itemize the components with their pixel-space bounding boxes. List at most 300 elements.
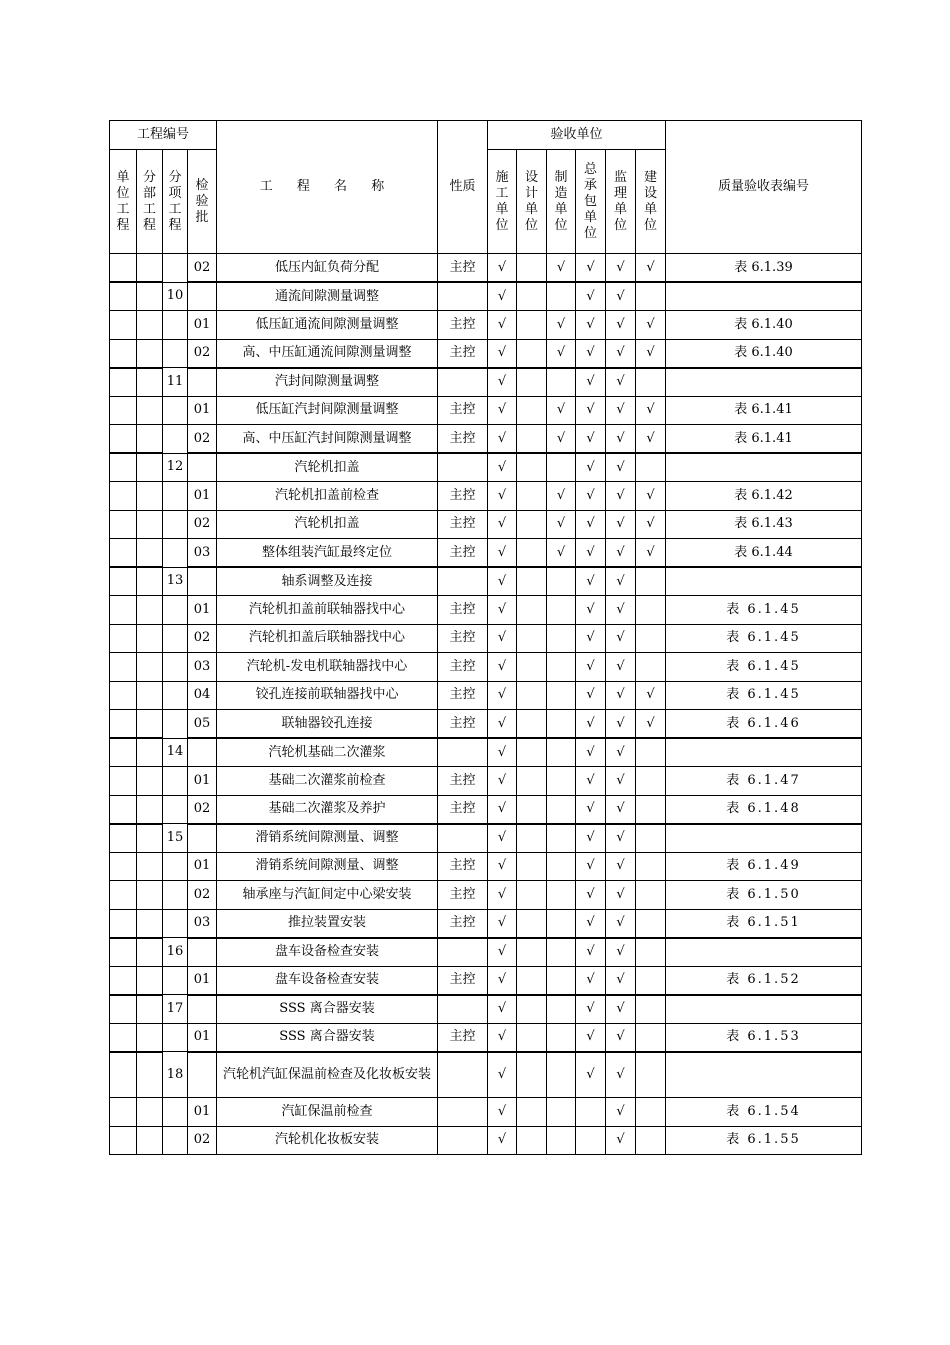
supervision-check: √ <box>606 824 636 853</box>
division-cell <box>137 539 163 568</box>
project-name-cell: 汽轮机扣盖前联轴器找中心 <box>217 596 438 625</box>
division-cell <box>137 311 163 340</box>
general-contractor-check: √ <box>576 938 606 967</box>
table-row <box>110 368 862 397</box>
supervision-check: √ <box>606 909 636 938</box>
form-number-cell: 表 6.1.40 <box>666 339 862 368</box>
inspection-lot-number: 03 <box>188 539 217 568</box>
manufacturing-check <box>547 767 576 796</box>
inspection-lot-number: 01 <box>188 767 217 796</box>
inspection-lot-number: 02 <box>188 795 217 824</box>
manufacturing-check <box>547 738 576 767</box>
sub-item-number <box>163 966 188 995</box>
sub-item-number <box>163 653 188 682</box>
inspection-lot-number: 04 <box>188 681 217 710</box>
acceptance-table <box>109 120 862 1155</box>
owner-check <box>636 368 666 397</box>
form-number-cell: 表 6.1.52 <box>666 966 862 995</box>
division-cell <box>137 938 163 967</box>
inspection-lot-number <box>188 738 217 767</box>
manufacturing-check: √ <box>547 510 576 539</box>
project-name-cell: 基础二次灌浆及养护 <box>217 795 438 824</box>
division-cell <box>137 596 163 625</box>
project-name-cell: 低压缸汽封间隙测量调整 <box>217 396 438 425</box>
design-check <box>517 824 547 853</box>
design-check <box>517 852 547 881</box>
design-check <box>517 653 547 682</box>
construction-check: √ <box>488 995 517 1024</box>
form-number-cell: 表 6.1.45 <box>666 624 862 653</box>
division-cell <box>137 738 163 767</box>
inspection-lot-number <box>188 453 217 482</box>
manufacturing-check: √ <box>547 482 576 511</box>
project-name-cell: 联轴器铰孔连接 <box>217 710 438 739</box>
supervision-check: √ <box>606 995 636 1024</box>
project-name-cell: SSS 离合器安装 <box>217 1023 438 1052</box>
nature-cell: 主控 <box>438 339 488 368</box>
division-cell <box>137 767 163 796</box>
nature-cell: 主控 <box>438 966 488 995</box>
project-name-cell: 汽轮机扣盖前检查 <box>217 482 438 511</box>
nature-cell: 主控 <box>438 624 488 653</box>
unit-cell <box>110 995 137 1024</box>
table-row <box>110 738 862 767</box>
sub-item-number <box>163 254 188 283</box>
table-row <box>110 995 862 1024</box>
table-row <box>110 795 862 824</box>
construction-check: √ <box>488 966 517 995</box>
general-contractor-check: √ <box>576 1052 606 1098</box>
manufacturing-check: √ <box>547 339 576 368</box>
owner-check: √ <box>636 710 666 739</box>
project-name-cell: 汽轮机-发电机联轴器找中心 <box>217 653 438 682</box>
sub-item-number <box>163 425 188 454</box>
form-number-cell: 表 6.1.45 <box>666 681 862 710</box>
division-cell <box>137 425 163 454</box>
supervision-check: √ <box>606 1023 636 1052</box>
manufacturing-check <box>547 938 576 967</box>
construction-check: √ <box>488 795 517 824</box>
form-number-cell <box>666 1052 862 1098</box>
nature-cell: 主控 <box>438 596 488 625</box>
form-number-cell: 表 6.1.43 <box>666 510 862 539</box>
form-number-cell: 表 6.1.40 <box>666 311 862 340</box>
nature-cell <box>438 1126 488 1155</box>
table-row <box>110 282 862 311</box>
owner-check <box>636 624 666 653</box>
owner-check <box>636 909 666 938</box>
sub-item-number <box>163 396 188 425</box>
nature-cell: 主控 <box>438 396 488 425</box>
inspection-lot-number <box>188 938 217 967</box>
project-name-cell: 汽轮机基础二次灌浆 <box>217 738 438 767</box>
form-number-cell: 表 6.1.42 <box>666 482 862 511</box>
unit-cell <box>110 767 137 796</box>
owner-check: √ <box>636 254 666 283</box>
owner-check: √ <box>636 311 666 340</box>
design-check <box>517 510 547 539</box>
table-row <box>110 1023 862 1052</box>
supervision-check: √ <box>606 311 636 340</box>
owner-check <box>636 1098 666 1127</box>
division-cell <box>137 282 163 311</box>
table-row <box>110 681 862 710</box>
supervision-check: √ <box>606 710 636 739</box>
owner-check: √ <box>636 425 666 454</box>
project-name-cell: 汽轮机化妆板安装 <box>217 1126 438 1155</box>
unit-cell <box>110 795 137 824</box>
manufacturing-check <box>547 368 576 397</box>
division-cell <box>137 653 163 682</box>
sub-item-number: 12 <box>163 453 188 482</box>
supervision-check: √ <box>606 653 636 682</box>
general-contractor-check: √ <box>576 339 606 368</box>
design-check <box>517 282 547 311</box>
construction-check: √ <box>488 311 517 340</box>
division-cell <box>137 453 163 482</box>
manufacturing-check <box>547 852 576 881</box>
form-number-cell: 表 6.1.44 <box>666 539 862 568</box>
general-contractor-check <box>576 1098 606 1127</box>
table-row <box>110 938 862 967</box>
form-number-cell: 表 6.1.41 <box>666 425 862 454</box>
form-number-cell: 表 6.1.50 <box>666 881 862 910</box>
construction-check: √ <box>488 624 517 653</box>
general-contractor-check: √ <box>576 254 606 283</box>
header-manufacturing-unit: 制 造 单 位 <box>547 150 576 254</box>
nature-cell: 主控 <box>438 425 488 454</box>
unit-cell <box>110 396 137 425</box>
unit-cell <box>110 567 137 596</box>
general-contractor-check: √ <box>576 909 606 938</box>
unit-cell <box>110 510 137 539</box>
project-name-cell: 低压缸通流间隙测量调整 <box>217 311 438 340</box>
owner-check <box>636 795 666 824</box>
supervision-check: √ <box>606 795 636 824</box>
inspection-lot-number <box>188 368 217 397</box>
owner-check <box>636 824 666 853</box>
nature-cell <box>438 1098 488 1127</box>
table-row <box>110 339 862 368</box>
unit-cell <box>110 1023 137 1052</box>
supervision-check: √ <box>606 453 636 482</box>
inspection-lot-number: 02 <box>188 425 217 454</box>
sub-item-number <box>163 767 188 796</box>
sub-item-number <box>163 1098 188 1127</box>
design-check <box>517 909 547 938</box>
construction-check: √ <box>488 653 517 682</box>
sub-item-number <box>163 881 188 910</box>
supervision-check: √ <box>606 1098 636 1127</box>
general-contractor-check: √ <box>576 881 606 910</box>
table-row <box>110 710 862 739</box>
nature-cell: 主控 <box>438 653 488 682</box>
manufacturing-check <box>547 824 576 853</box>
division-cell <box>137 1098 163 1127</box>
general-contractor-check: √ <box>576 710 606 739</box>
unit-cell <box>110 710 137 739</box>
project-name-cell: 汽轮机扣盖 <box>217 453 438 482</box>
form-number-cell: 表 6.1.53 <box>666 1023 862 1052</box>
header-engineering-number: 工程编号 <box>110 121 217 150</box>
owner-check: √ <box>636 339 666 368</box>
inspection-lot-number: 02 <box>188 881 217 910</box>
manufacturing-check <box>547 881 576 910</box>
general-contractor-check: √ <box>576 995 606 1024</box>
inspection-lot-number: 01 <box>188 852 217 881</box>
design-check <box>517 368 547 397</box>
general-contractor-check: √ <box>576 482 606 511</box>
construction-check: √ <box>488 539 517 568</box>
form-number-cell <box>666 368 862 397</box>
inspection-lot-number: 02 <box>188 1126 217 1155</box>
sub-item-number <box>163 339 188 368</box>
design-check <box>517 767 547 796</box>
inspection-lot-number: 01 <box>188 1098 217 1127</box>
form-number-cell: 表 6.1.54 <box>666 1098 862 1127</box>
construction-check: √ <box>488 909 517 938</box>
sub-item-number <box>163 710 188 739</box>
unit-cell <box>110 453 137 482</box>
sub-item-number: 13 <box>163 567 188 596</box>
design-check <box>517 624 547 653</box>
unit-cell <box>110 596 137 625</box>
owner-check <box>636 767 666 796</box>
manufacturing-check: √ <box>547 396 576 425</box>
project-name-cell: 汽轮机扣盖后联轴器找中心 <box>217 624 438 653</box>
sub-item-number: 17 <box>163 995 188 1024</box>
table-row <box>110 909 862 938</box>
sub-item-number <box>163 510 188 539</box>
owner-check <box>636 938 666 967</box>
form-number-cell: 表 6.1.46 <box>666 710 862 739</box>
design-check <box>517 254 547 283</box>
inspection-lot-number: 01 <box>188 482 217 511</box>
nature-cell <box>438 995 488 1024</box>
inspection-lot-number: 05 <box>188 710 217 739</box>
owner-check <box>636 995 666 1024</box>
project-name-cell: 汽缸保温前检查 <box>217 1098 438 1127</box>
table-row <box>110 396 862 425</box>
nature-cell: 主控 <box>438 881 488 910</box>
table-row <box>110 653 862 682</box>
supervision-check: √ <box>606 681 636 710</box>
construction-check: √ <box>488 681 517 710</box>
nature-cell <box>438 368 488 397</box>
design-check <box>517 396 547 425</box>
table-row <box>110 311 862 340</box>
table-row <box>110 425 862 454</box>
supervision-check: √ <box>606 852 636 881</box>
general-contractor-check: √ <box>576 425 606 454</box>
manufacturing-check <box>547 795 576 824</box>
supervision-check: √ <box>606 282 636 311</box>
division-cell <box>137 852 163 881</box>
owner-check: √ <box>636 510 666 539</box>
owner-check <box>636 567 666 596</box>
sub-item-number: 15 <box>163 824 188 853</box>
table-row <box>110 482 862 511</box>
form-number-cell <box>666 938 862 967</box>
construction-check: √ <box>488 852 517 881</box>
unit-cell <box>110 881 137 910</box>
header-sub-item: 分 项 工 程 <box>163 150 188 254</box>
nature-cell: 主控 <box>438 254 488 283</box>
project-name-cell: 轴承座与汽缸间定中心梁安装 <box>217 881 438 910</box>
construction-check: √ <box>488 767 517 796</box>
table-row <box>110 1052 862 1098</box>
nature-cell <box>438 938 488 967</box>
construction-check: √ <box>488 1098 517 1127</box>
form-number-cell: 表 6.1.51 <box>666 909 862 938</box>
construction-check: √ <box>488 282 517 311</box>
supervision-check: √ <box>606 254 636 283</box>
supervision-check: √ <box>606 881 636 910</box>
project-name-cell: 整体组装汽缸最终定位 <box>217 539 438 568</box>
header-general-contractor: 总 承 包 单 位 <box>576 150 606 254</box>
division-cell <box>137 368 163 397</box>
inspection-lot-number: 03 <box>188 909 217 938</box>
inspection-lot-number <box>188 995 217 1024</box>
project-name-cell: 盘车设备检查安装 <box>217 966 438 995</box>
manufacturing-check <box>547 710 576 739</box>
division-cell <box>137 881 163 910</box>
project-name-cell: 轴系调整及连接 <box>217 567 438 596</box>
sub-item-number: 11 <box>163 368 188 397</box>
design-check <box>517 596 547 625</box>
design-check <box>517 738 547 767</box>
manufacturing-check <box>547 653 576 682</box>
unit-cell <box>110 339 137 368</box>
nature-cell: 主控 <box>438 311 488 340</box>
general-contractor-check: √ <box>576 311 606 340</box>
general-contractor-check: √ <box>576 795 606 824</box>
manufacturing-check <box>547 909 576 938</box>
header-owner-unit: 建 设 单 位 <box>636 150 666 254</box>
table-row <box>110 1126 862 1155</box>
construction-check: √ <box>488 453 517 482</box>
construction-check: √ <box>488 510 517 539</box>
project-name-cell: 高、中压缸汽封间隙测量调整 <box>217 425 438 454</box>
sub-item-number <box>163 596 188 625</box>
nature-cell <box>438 738 488 767</box>
unit-cell <box>110 539 137 568</box>
inspection-lot-number: 01 <box>188 396 217 425</box>
design-check <box>517 453 547 482</box>
construction-check: √ <box>488 824 517 853</box>
design-check <box>517 311 547 340</box>
unit-cell <box>110 425 137 454</box>
form-number-cell <box>666 282 862 311</box>
construction-check: √ <box>488 567 517 596</box>
unit-cell <box>110 653 137 682</box>
general-contractor-check: √ <box>576 396 606 425</box>
project-name-cell: 推拉装置安装 <box>217 909 438 938</box>
supervision-check: √ <box>606 1126 636 1155</box>
form-number-cell: 表 6.1.39 <box>666 254 862 283</box>
manufacturing-check: √ <box>547 254 576 283</box>
table-row <box>110 767 862 796</box>
supervision-check: √ <box>606 396 636 425</box>
form-number-cell <box>666 995 862 1024</box>
owner-check <box>636 852 666 881</box>
sub-item-number: 14 <box>163 738 188 767</box>
unit-cell <box>110 852 137 881</box>
manufacturing-check <box>547 681 576 710</box>
division-cell <box>137 482 163 511</box>
header-design-unit: 设 计 单 位 <box>517 150 547 254</box>
division-cell <box>137 1023 163 1052</box>
division-cell <box>137 995 163 1024</box>
header-acceptance-units: 验收单位 <box>488 121 666 150</box>
project-name-cell: 滑销系统间隙测量、调整 <box>217 852 438 881</box>
division-cell <box>137 510 163 539</box>
manufacturing-check <box>547 1052 576 1098</box>
nature-cell: 主控 <box>438 710 488 739</box>
division-cell <box>137 909 163 938</box>
design-check <box>517 1098 547 1127</box>
manufacturing-check <box>547 1098 576 1127</box>
project-name-cell: SSS 离合器安装 <box>217 995 438 1024</box>
sub-item-number <box>163 795 188 824</box>
table-row <box>110 881 862 910</box>
inspection-lot-number: 01 <box>188 596 217 625</box>
construction-check: √ <box>488 1126 517 1155</box>
design-check <box>517 539 547 568</box>
supervision-check: √ <box>606 539 636 568</box>
division-cell <box>137 567 163 596</box>
nature-cell: 主控 <box>438 539 488 568</box>
design-check <box>517 339 547 368</box>
design-check <box>517 881 547 910</box>
general-contractor-check: √ <box>576 738 606 767</box>
sub-item-number <box>163 624 188 653</box>
sub-item-number: 18 <box>163 1052 188 1098</box>
construction-check: √ <box>488 425 517 454</box>
unit-cell <box>110 368 137 397</box>
design-check <box>517 567 547 596</box>
unit-cell <box>110 938 137 967</box>
nature-cell: 主控 <box>438 510 488 539</box>
division-cell <box>137 624 163 653</box>
inspection-lot-number <box>188 824 217 853</box>
owner-check <box>636 1126 666 1155</box>
manufacturing-check <box>547 282 576 311</box>
manufacturing-check: √ <box>547 539 576 568</box>
supervision-check: √ <box>606 738 636 767</box>
unit-cell <box>110 254 137 283</box>
manufacturing-check <box>547 567 576 596</box>
header-sub-division: 分 部 工 程 <box>137 150 163 254</box>
division-cell <box>137 795 163 824</box>
construction-check: √ <box>488 881 517 910</box>
construction-check: √ <box>488 368 517 397</box>
sub-item-number: 10 <box>163 282 188 311</box>
construction-check: √ <box>488 938 517 967</box>
table-row <box>110 624 862 653</box>
project-name-cell: 基础二次灌浆前检查 <box>217 767 438 796</box>
unit-cell <box>110 681 137 710</box>
owner-check <box>636 1023 666 1052</box>
division-cell <box>137 339 163 368</box>
inspection-lot-number <box>188 567 217 596</box>
inspection-lot-number: 01 <box>188 311 217 340</box>
inspection-lot-number: 02 <box>188 254 217 283</box>
construction-check: √ <box>488 339 517 368</box>
header-construction-unit: 施 工 单 位 <box>488 150 517 254</box>
division-cell <box>137 1126 163 1155</box>
unit-cell <box>110 966 137 995</box>
